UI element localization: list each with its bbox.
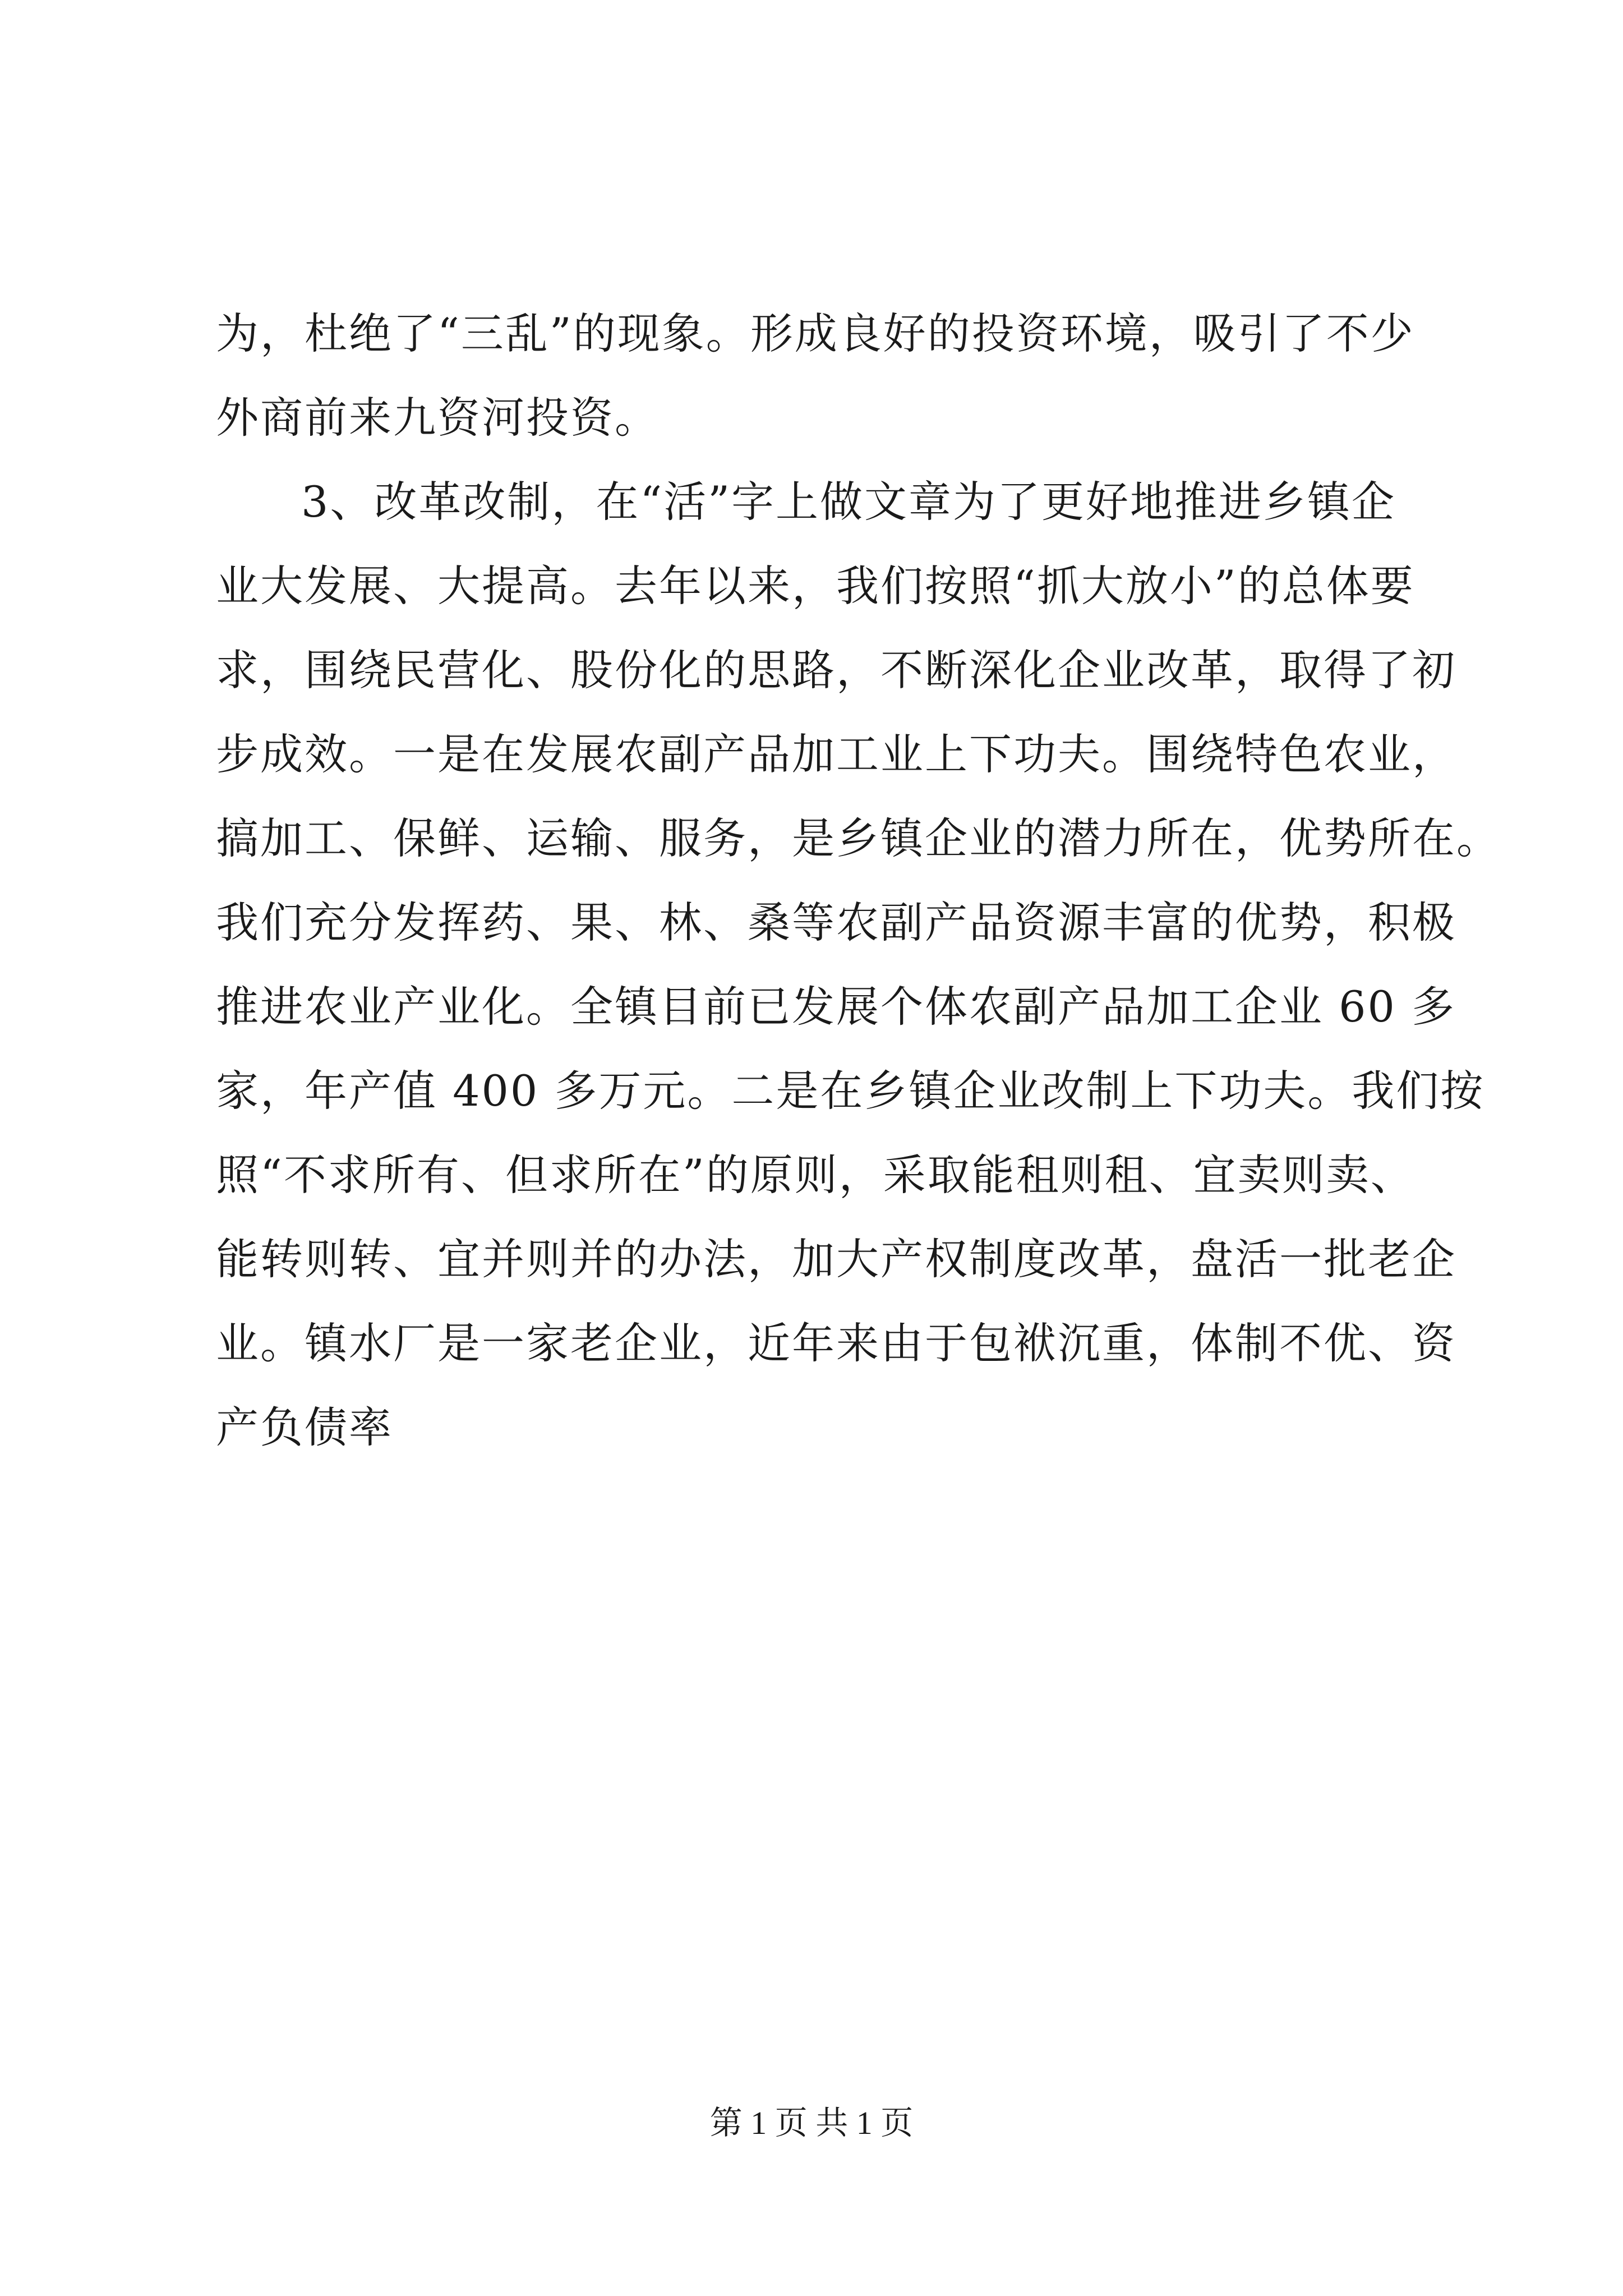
text-line: 推进农业产业化。全镇目前已发展个体农副产品加工企业 60 多 [216, 982, 1456, 1032]
text-line: 我们充分发挥药、果、林、桑等农副产品资源丰富的优势，积极 [216, 898, 1456, 947]
text-line: 搞加工、保鲜、运输、服务，是乡镇企业的潜力所在，优势所在。 [216, 813, 1501, 863]
text-line: 产负债率 [216, 1402, 393, 1452]
text-line: 业大发展、大提高。去年以来，我们按照“抓大放小”的总体要 [216, 561, 1415, 611]
document-body [216, 292, 1501, 1470]
text-line: 业。镇水厂是一家老企业，近年来由于包袱沉重，体制不优、资 [216, 1318, 1456, 1368]
page-number-label: 第 1 页 共 1 页 [709, 2105, 914, 2141]
text-line: 照“不求所有、但求所在”的原则，采取能租则租、宜卖则卖、 [216, 1150, 1415, 1200]
text-line: 步成效。一是在发展农副产品加工业上下功夫。围绕特色农业， [216, 729, 1456, 779]
page-footer [0, 2101, 1623, 2146]
text-line-paragraph-start: 3、改革改制，在“活”字上做文章为了更好地推进乡镇企 [301, 477, 1396, 527]
text-line: 能转则转、宜并则并的办法，加大产权制度改革，盘活一批老企 [216, 1234, 1456, 1284]
text-line: 求，围绕民营化、股份化的思路，不断深化企业改革，取得了初 [216, 645, 1456, 695]
text-line: 为，杜绝了“三乱”的现象。形成良好的投资环境，吸引了不少 [216, 309, 1415, 358]
text-line: 家，年产值 400 多万元。二是在乡镇企业改制上下功夫。我们按 [216, 1066, 1485, 1116]
text-line: 外商前来九资河投资。 [216, 393, 659, 443]
